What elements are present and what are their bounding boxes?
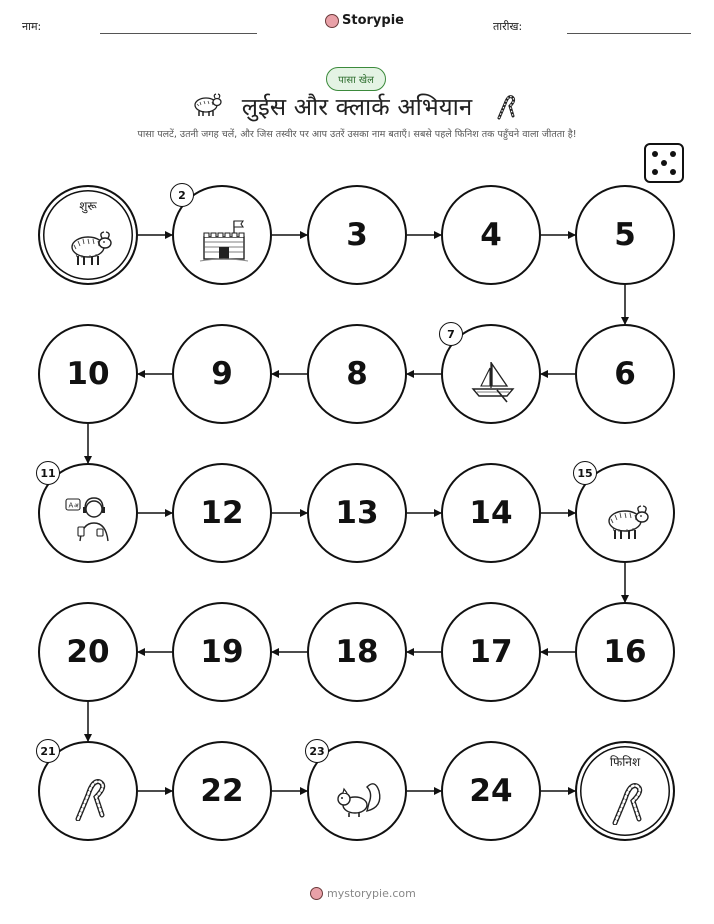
date-label: तारीख:: [493, 20, 523, 33]
yak-icon: [601, 495, 653, 543]
footer-logo-icon: [310, 887, 323, 900]
space-number: 18: [335, 634, 379, 670]
yak-icon: [64, 221, 116, 269]
board-space-17: [441, 602, 541, 702]
space-number-badge: 2: [170, 183, 194, 207]
space-number: 19: [200, 634, 244, 670]
space-number: 9: [211, 356, 233, 392]
space-number-badge: 23: [305, 739, 329, 763]
space-number: 10: [66, 356, 110, 392]
board-space-3: [307, 185, 407, 285]
boat-icon: [467, 356, 519, 404]
board-space-12: [172, 463, 272, 563]
game-tag: पासा खेल: [326, 67, 386, 91]
svg-text:अ: अ: [74, 502, 79, 510]
space-number: 8: [346, 356, 368, 392]
space-number: 22: [200, 773, 244, 809]
board-space-24: [441, 741, 541, 841]
svg-text:A: A: [68, 501, 74, 510]
space-number-badge: 11: [36, 461, 60, 485]
board-space-19: [172, 602, 272, 702]
board-space-8: [307, 324, 407, 424]
board-space-start: [38, 185, 138, 285]
board-space-finish: [575, 741, 675, 841]
space-number: 5: [614, 217, 636, 253]
space-number: 24: [469, 773, 513, 809]
board-space-13: [307, 463, 407, 563]
space-number: 13: [335, 495, 379, 531]
board-space-10: [38, 324, 138, 424]
space-number-badge: 21: [36, 739, 60, 763]
space-number-badge: 15: [573, 461, 597, 485]
instructions: पासा पलटें, उतनी जगह चलें, और जिस तस्वीर पर आप उतरें उसका नाम बताएँ। सबसे पहले फिनिश तक पहुँचने वाला जीतता है!: [137, 129, 577, 140]
finish-label: फिनिश: [609, 755, 641, 769]
board-space-4: [441, 185, 541, 285]
space-number: 17: [469, 634, 513, 670]
name-label: नाम:: [22, 20, 42, 33]
board-space-20: [38, 602, 138, 702]
footer: [310, 887, 416, 900]
page-title: लुईस और क्लार्क अभियान: [241, 93, 473, 121]
space-number: 12: [200, 495, 244, 531]
space-number-badge: 7: [439, 322, 463, 346]
brand-name: Storypie: [342, 13, 404, 28]
squirrel-icon: [333, 773, 385, 821]
board-space-18: [307, 602, 407, 702]
space-number: 16: [603, 634, 647, 670]
space-number: 14: [469, 495, 513, 531]
footer-site: mystorypie.com: [327, 887, 416, 900]
fort-icon: [198, 217, 250, 265]
space-number: 4: [480, 217, 502, 253]
space-number: 6: [614, 356, 636, 392]
space-number: 20: [66, 634, 110, 670]
board-space-22: [172, 741, 272, 841]
board-space-6: [575, 324, 675, 424]
interpreter-icon: [64, 495, 116, 543]
board-space-16: [575, 602, 675, 702]
space-number: 3: [346, 217, 368, 253]
board-space-9: [172, 324, 272, 424]
start-label: शुरू: [79, 199, 97, 213]
board-space-5: [575, 185, 675, 285]
rope-icon: [64, 773, 116, 821]
rope-icon: [601, 777, 653, 825]
board-space-14: [441, 463, 541, 563]
